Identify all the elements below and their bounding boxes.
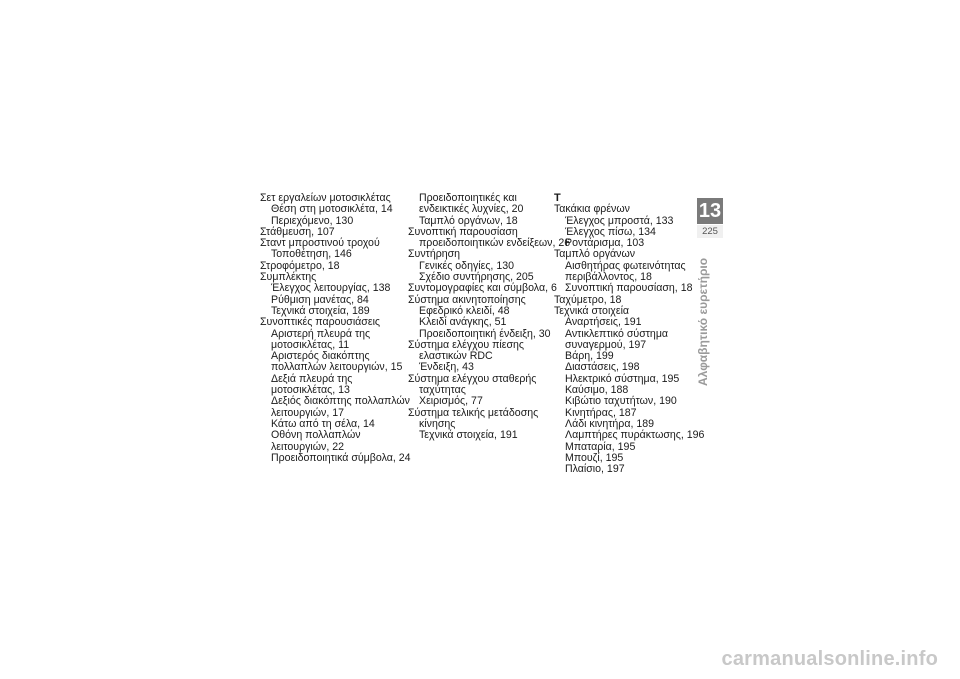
index-subentry: Κάτω από τη σέλα, 14 bbox=[271, 417, 375, 430]
index-subentry: Προειδοποιητικές και bbox=[419, 192, 517, 204]
index-entry: Συνοπτική παρουσίαση bbox=[408, 225, 518, 238]
index-subentry: Τοποθέτηση, 146 bbox=[271, 248, 352, 261]
index-column-1 bbox=[260, 192, 411, 464]
index-entry: Τακάκια φρένων bbox=[554, 203, 630, 216]
index-entry: Σύστημα ακινητοποίησης bbox=[408, 293, 526, 306]
index-subentry: μοτοσικλέτας, 13 bbox=[271, 384, 350, 397]
index-subentry: προειδοποιητικών ενδείξεων, 26 bbox=[419, 237, 571, 250]
index-subentry: Οθόνη πολλαπλών bbox=[271, 429, 361, 442]
index-entry: Συντομογραφίες και σύμβολα, 6 bbox=[408, 282, 557, 295]
index-subentry: πολλαπλών λειτουργιών, 15 bbox=[271, 361, 403, 374]
index-entry: Ταμπλό οργάνων bbox=[554, 248, 636, 261]
page-number: 225 bbox=[697, 225, 723, 238]
index-subentry: Τεχνικά στοιχεία, 189 bbox=[271, 304, 370, 317]
index-subentry: κίνησης bbox=[419, 417, 456, 430]
index-entry: Συμπλέκτης bbox=[260, 271, 317, 284]
index-subentry: Διαστάσεις, 198 bbox=[565, 361, 640, 374]
index-entry: Σύστημα ελέγχου πίεσης bbox=[408, 338, 524, 351]
index-subentry: ταχύτητας bbox=[419, 384, 466, 397]
index-letter-heading: Τ bbox=[554, 192, 561, 204]
index-entry: Ταχύμετρο, 18 bbox=[554, 293, 622, 306]
index-entry: Τεχνικά στοιχεία bbox=[554, 304, 630, 317]
index-subentry: Συνοπτική παρουσίαση, 18 bbox=[565, 282, 693, 295]
index-subentry: Τεχνικά στοιχεία, 191 bbox=[419, 429, 518, 442]
index-subentry: Λαμπτήρες πυράκτωσης, 196 bbox=[565, 429, 705, 442]
index-subentry: Μπουζί, 195 bbox=[565, 451, 624, 464]
index-subentry: Περιεχόμενο, 130 bbox=[271, 214, 354, 227]
index-subentry: Έλεγχος λειτουργίας, 138 bbox=[271, 282, 391, 295]
index-subentry: Έλεγχος μπροστά, 133 bbox=[565, 214, 674, 227]
index-subentry: μοτοσικλέτας, 11 bbox=[271, 338, 350, 351]
index-subentry: Πλαίσιο, 197 bbox=[565, 463, 625, 476]
index-subentry: Ροντάρισμα, 103 bbox=[565, 237, 645, 250]
chapter-badge bbox=[697, 198, 723, 238]
index-subentry: Κλειδί ανάγκης, 51 bbox=[419, 316, 507, 329]
index-entry: Σταντ μπροστινού τροχού bbox=[260, 237, 380, 250]
index-subentry: Έλεγχος πίσω, 134 bbox=[565, 225, 656, 238]
index-subentry: περιβάλλοντος, 18 bbox=[565, 271, 652, 284]
index-entry: Συντήρηση bbox=[408, 248, 461, 261]
index-subentry: Αναρτήσεις, 191 bbox=[565, 316, 642, 329]
index-subentry: Ρύθμιση μανέτας, 84 bbox=[271, 293, 369, 306]
index-subentry: Αριστερή πλευρά της bbox=[271, 327, 371, 340]
index-subentry: Σχέδιο συντήρησης, 205 bbox=[419, 271, 534, 284]
index-subentry: Ηλεκτρικό σύστημα, 195 bbox=[565, 372, 680, 385]
index-subentry: Αριστερός διακόπτης bbox=[271, 350, 370, 363]
index-entry: Συνοπτικές παρουσιάσεις bbox=[260, 316, 381, 329]
chapter-number: 13 bbox=[698, 200, 722, 222]
index-subentry: Γενικές οδηγίες, 130 bbox=[419, 259, 514, 272]
index-subentry: Αντικλεπτικό σύστημα bbox=[565, 327, 669, 340]
index-subentry: Προειδοποιητικά σύμβολα, 24 bbox=[271, 451, 411, 464]
index-subentry: Μπαταρία, 195 bbox=[565, 440, 636, 453]
index-subentry: Αισθητήρας φωτεινότητας bbox=[565, 259, 686, 272]
index-subentry: Θέση στη μοτοσικλέτα, 14 bbox=[271, 203, 393, 216]
index-entry: Σετ εργαλείων μοτοσικλέτας bbox=[260, 192, 391, 204]
index-entry: Σύστημα τελικής μετάδοσης bbox=[408, 406, 539, 419]
index-entry: Στάθμευση, 107 bbox=[260, 225, 335, 238]
index-subentry: Καύσιμο, 188 bbox=[565, 384, 629, 397]
watermark: carmanualsonline.info bbox=[721, 648, 938, 670]
index-subentry: Κιβώτιο ταχυτήτων, 190 bbox=[565, 395, 677, 408]
index-subentry: ενδεικτικές λυχνίες, 20 bbox=[419, 203, 524, 216]
index-subentry: Χειρισμός, 77 bbox=[419, 395, 483, 408]
index-subentry: Ένδειξη, 43 bbox=[419, 361, 474, 374]
index-column-2 bbox=[408, 192, 571, 442]
chapter-title: Αλφαβητικό ευρετήριο bbox=[696, 258, 710, 387]
index-subentry: Προειδοποιητική ένδειξη, 30 bbox=[419, 327, 551, 340]
index-subentry: Δεξιός διακόπτης πολλαπλών bbox=[271, 395, 410, 408]
index-subentry: Λάδι κινητήρα, 189 bbox=[565, 417, 655, 430]
index-subentry: Βάρη, 199 bbox=[565, 350, 614, 363]
index-subentry: ελαστικών RDC bbox=[419, 350, 493, 363]
index-entry: Στροφόμετρο, 18 bbox=[260, 259, 340, 272]
index-subentry: λειτουργιών, 17 bbox=[271, 406, 345, 419]
index-subentry: Κινητήρας, 187 bbox=[565, 406, 637, 419]
index-subentry: συναγερμού, 197 bbox=[565, 338, 647, 351]
index-subentry: Δεξιά πλευρά της bbox=[271, 372, 353, 385]
index-subentry: Εφεδρικό κλειδί, 48 bbox=[419, 304, 510, 317]
index-subentry: λειτουργιών, 22 bbox=[271, 440, 345, 453]
index-subentry: Ταμπλό οργάνων, 18 bbox=[419, 214, 518, 227]
index-entry: Σύστημα ελέγχου σταθερής bbox=[408, 372, 537, 385]
